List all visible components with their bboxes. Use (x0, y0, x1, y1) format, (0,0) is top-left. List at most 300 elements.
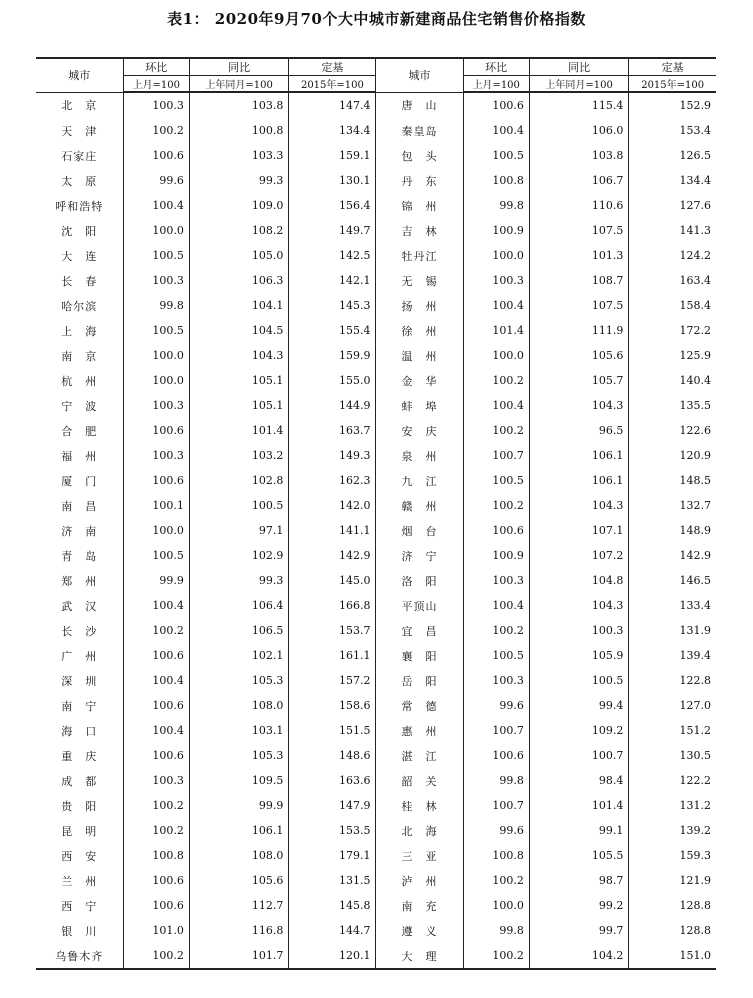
mom-value-right: 100.8 (463, 843, 529, 868)
table-row (36, 118, 716, 143)
fixed-base-value-right: 127.6 (629, 193, 716, 218)
city-cell-left: 重 庆 (61, 749, 98, 763)
mom-value-left: 100.6 (123, 143, 189, 168)
mom-value-left: 99.6 (123, 168, 189, 193)
mom-value-left: 100.3 (123, 92, 189, 118)
mom-value-right: 100.2 (463, 368, 529, 393)
fixed-base-value-left: 162.3 (289, 468, 376, 493)
mom-value-left: 100.4 (123, 718, 189, 743)
fixed-base-value-left: 142.1 (289, 268, 376, 293)
yoy-value-right: 104.3 (529, 493, 629, 518)
table-body (36, 92, 716, 969)
fixed-base-value-right: 125.9 (629, 343, 716, 368)
fixed-base-value-left: 155.0 (289, 368, 376, 393)
fixed-base-value-right: 132.7 (629, 493, 716, 518)
city-cell-right: 吉 林 (376, 218, 463, 243)
table-row (36, 843, 716, 868)
mom-value-right: 100.4 (463, 393, 529, 418)
fixed-base-value-left: 147.4 (289, 92, 376, 118)
yoy-value-left: 105.1 (189, 368, 289, 393)
fixed-base-value-right: 146.5 (629, 568, 716, 593)
mom-value-right: 100.7 (463, 793, 529, 818)
yoy-value-left: 109.5 (189, 768, 289, 793)
mom-value-right: 100.4 (463, 293, 529, 318)
yoy-column-header: 同比 (189, 58, 289, 76)
table-row (36, 318, 716, 343)
yoy-value-left: 106.5 (189, 618, 289, 643)
table-row (36, 193, 716, 218)
city-cell-left: 济 南 (61, 524, 98, 538)
yoy-value-left: 99.9 (189, 793, 289, 818)
city-cell-right: 常 德 (376, 693, 463, 718)
mom-value-left: 100.0 (123, 518, 189, 543)
fixed-base-value-left: 145.0 (289, 568, 376, 593)
fixed-base-value-right: 148.5 (629, 468, 716, 493)
table-row (36, 693, 716, 718)
city-cell-left: 乌鲁木齐 (36, 943, 123, 969)
mom-value-right: 100.0 (463, 893, 529, 918)
city-cell-left: 青 岛 (61, 549, 98, 563)
city-cell-right: 温 州 (376, 343, 463, 368)
yoy-value-left: 105.3 (189, 668, 289, 693)
mom-value-right: 100.2 (463, 618, 529, 643)
yoy-value-left: 104.1 (189, 293, 289, 318)
city-cell-left: 兰 州 (61, 874, 98, 888)
mom-value-right: 100.2 (463, 493, 529, 518)
mom-value-left: 100.5 (123, 318, 189, 343)
fixed-base-value-left: 147.9 (289, 793, 376, 818)
yoy-value-left: 108.0 (189, 843, 289, 868)
city-cell-right: 九 江 (376, 468, 463, 493)
yoy-value-right: 105.5 (529, 843, 629, 868)
city-cell-right: 宜 昌 (376, 618, 463, 643)
table-row (36, 893, 716, 918)
table-row (36, 943, 716, 969)
city-cell-right: 安 庆 (376, 418, 463, 443)
city-cell-left: 上 海 (61, 324, 98, 338)
city-cell-left: 呼和浩特 (55, 199, 104, 213)
fixed-base-value-right: 127.0 (629, 693, 716, 718)
fixed-base-value-left: 153.7 (289, 618, 376, 643)
fixed-base-value-left: 159.1 (289, 143, 376, 168)
yoy-value-right: 104.8 (529, 568, 629, 593)
city-cell-left: 贵 阳 (61, 799, 98, 813)
fixed-base-value-right: 158.4 (629, 293, 716, 318)
mom-value-left: 100.2 (123, 818, 189, 843)
table-row (36, 293, 716, 318)
fixed-base-value-right: 128.8 (629, 893, 716, 918)
table-row (36, 518, 716, 543)
fixed-base-value-right: 163.4 (629, 268, 716, 293)
mom-value-left: 100.6 (123, 468, 189, 493)
yoy-value-right: 103.8 (529, 143, 629, 168)
fixed-base-value-left: 142.5 (289, 243, 376, 268)
city-cell-left: 南 昌 (61, 499, 98, 513)
mom-value-left: 100.5 (123, 543, 189, 568)
mom-value-right: 100.6 (463, 92, 529, 118)
yoy-value-left: 99.3 (189, 168, 289, 193)
city-cell-right: 襄 阳 (376, 643, 463, 668)
mom-value-right: 100.3 (463, 568, 529, 593)
fixed-base-value-right: 153.4 (629, 118, 716, 143)
mom-value-left: 100.6 (123, 868, 189, 893)
yoy-value-right: 106.1 (529, 468, 629, 493)
city-cell-right: 赣 州 (376, 493, 463, 518)
mom-value-left: 100.6 (123, 643, 189, 668)
city-cell-right: 徐 州 (376, 318, 463, 343)
fixed-base-value-right: 172.2 (629, 318, 716, 343)
fixed-base-value-left: 142.0 (289, 493, 376, 518)
table-row (36, 468, 716, 493)
city-cell-right: 遵 义 (376, 918, 463, 943)
city-cell-left: 大 连 (61, 249, 98, 263)
table-row (36, 243, 716, 268)
fixed-base-value-right: 142.9 (629, 543, 716, 568)
mom-value-left: 100.6 (123, 693, 189, 718)
fixed-base-value-left: 155.4 (289, 318, 376, 343)
table-row (36, 593, 716, 618)
fixed-base-value-right: 121.9 (629, 868, 716, 893)
mom-value-left: 100.2 (123, 793, 189, 818)
city-column-header: 城市 (36, 58, 123, 92)
table-row (36, 343, 716, 368)
price-index-table (36, 57, 716, 970)
city-cell-right: 烟 台 (376, 518, 463, 543)
mom-value-left: 99.8 (123, 293, 189, 318)
fixed-base-value-left: 144.9 (289, 393, 376, 418)
yoy-value-right: 105.6 (529, 343, 629, 368)
fixed-base-value-right: 159.3 (629, 843, 716, 868)
city-cell-right: 湛 江 (376, 743, 463, 768)
yoy-value-left: 104.5 (189, 318, 289, 343)
mom-value-right: 100.5 (463, 643, 529, 668)
city-cell-left: 武 汉 (61, 599, 98, 613)
mom-value-left: 100.6 (123, 418, 189, 443)
fixed-base-value-right: 130.5 (629, 743, 716, 768)
city-cell-left: 北 京 (61, 99, 98, 113)
city-column-header: 城市 (376, 58, 463, 92)
yoy-value-left: 102.9 (189, 543, 289, 568)
yoy-value-left: 116.8 (189, 918, 289, 943)
table-row (36, 618, 716, 643)
mom-base-label: 上月=100 (123, 76, 189, 93)
mom-value-left: 100.0 (123, 343, 189, 368)
mom-value-right: 100.3 (463, 268, 529, 293)
mom-value-right: 100.9 (463, 543, 529, 568)
yoy-value-right: 98.4 (529, 768, 629, 793)
city-cell-right: 泉 州 (376, 443, 463, 468)
fixed-base-value-right: 139.4 (629, 643, 716, 668)
yoy-value-right: 110.6 (529, 193, 629, 218)
mom-value-left: 100.5 (123, 243, 189, 268)
yoy-value-right: 99.1 (529, 818, 629, 843)
city-cell-right: 丹 东 (376, 168, 463, 193)
yoy-value-left: 112.7 (189, 893, 289, 918)
fixed-base-value-right: 151.0 (629, 943, 716, 969)
yoy-value-left: 105.6 (189, 868, 289, 893)
mom-value-right: 100.6 (463, 743, 529, 768)
fixed-base-value-right: 148.9 (629, 518, 716, 543)
yoy-value-left: 97.1 (189, 518, 289, 543)
mom-value-right: 100.2 (463, 868, 529, 893)
city-cell-left: 天 津 (61, 124, 98, 138)
fixed-base-value-left: 144.7 (289, 918, 376, 943)
city-cell-right: 北 海 (376, 818, 463, 843)
yoy-value-right: 107.5 (529, 293, 629, 318)
yoy-value-left: 102.8 (189, 468, 289, 493)
mom-value-left: 100.0 (123, 368, 189, 393)
table-row (36, 743, 716, 768)
city-cell-left: 杭 州 (61, 374, 98, 388)
mom-value-right: 100.6 (463, 518, 529, 543)
table-row (36, 443, 716, 468)
city-cell-right: 平顶山 (376, 593, 463, 618)
table-row (36, 718, 716, 743)
yoy-value-right: 115.4 (529, 92, 629, 118)
fixed-base-value-left: 151.5 (289, 718, 376, 743)
mom-value-left: 101.0 (123, 918, 189, 943)
mom-value-right: 100.7 (463, 443, 529, 468)
fixed-base-label: 2015年=100 (289, 76, 376, 93)
yoy-value-left: 101.7 (189, 943, 289, 969)
city-cell-right: 秦皇岛 (376, 118, 463, 143)
fixed-base-value-left: 120.1 (289, 943, 376, 969)
mom-value-right: 100.9 (463, 218, 529, 243)
yoy-value-left: 105.3 (189, 743, 289, 768)
table-title: 表1： 2020年9月70个大中城市新建商品住宅销售价格指数 (167, 10, 586, 28)
yoy-value-right: 104.3 (529, 593, 629, 618)
city-cell-left: 宁 波 (61, 399, 98, 413)
city-cell-right: 岳 阳 (376, 668, 463, 693)
city-cell-right: 大 理 (376, 943, 463, 969)
table-row (36, 768, 716, 793)
yoy-value-left: 101.4 (189, 418, 289, 443)
city-cell-left: 福 州 (61, 449, 98, 463)
city-cell-left: 海 口 (61, 724, 98, 738)
table-row (36, 543, 716, 568)
fixed-base-value-left: 148.6 (289, 743, 376, 768)
table-row (36, 268, 716, 293)
mom-column-header: 环比 (463, 58, 529, 76)
table-row (36, 218, 716, 243)
city-cell-left: 西 宁 (61, 899, 98, 913)
mom-value-right: 100.4 (463, 593, 529, 618)
yoy-value-right: 100.3 (529, 618, 629, 643)
yoy-value-left: 103.1 (189, 718, 289, 743)
city-cell-right: 金 华 (376, 368, 463, 393)
city-cell-right: 洛 阳 (376, 568, 463, 593)
yoy-column-header: 同比 (529, 58, 629, 76)
yoy-value-left: 100.8 (189, 118, 289, 143)
city-cell-right: 包 头 (376, 143, 463, 168)
city-cell-left: 石家庄 (61, 149, 98, 163)
table-row (36, 143, 716, 168)
mom-value-left: 99.9 (123, 568, 189, 593)
yoy-value-left: 106.4 (189, 593, 289, 618)
mom-value-left: 100.3 (123, 268, 189, 293)
mom-value-right: 99.8 (463, 768, 529, 793)
fixed-base-value-right: 128.8 (629, 918, 716, 943)
city-cell-left: 西 安 (61, 849, 98, 863)
city-cell-right: 济 宁 (376, 543, 463, 568)
fixed-base-value-right: 135.5 (629, 393, 716, 418)
fixed-base-value-right: 134.4 (629, 168, 716, 193)
yoy-value-left: 103.2 (189, 443, 289, 468)
fixed-base-value-right: 131.2 (629, 793, 716, 818)
city-cell-left: 银 川 (61, 924, 98, 938)
fixed-base-value-right: 131.9 (629, 618, 716, 643)
fixed-base-value-right: 133.4 (629, 593, 716, 618)
city-cell-left: 长 沙 (61, 624, 98, 638)
fixed-base-value-right: 120.9 (629, 443, 716, 468)
mom-value-right: 100.0 (463, 343, 529, 368)
mom-value-right: 100.2 (463, 418, 529, 443)
fixed-base-value-left: 163.7 (289, 418, 376, 443)
table-row (36, 643, 716, 668)
table-row (36, 918, 716, 943)
fixed-base-value-right: 126.5 (629, 143, 716, 168)
yoy-value-left: 103.8 (189, 92, 289, 118)
fixed-base-value-left: 130.1 (289, 168, 376, 193)
table-row (36, 793, 716, 818)
table-row (36, 493, 716, 518)
city-cell-left: 成 都 (61, 774, 98, 788)
mom-value-right: 101.4 (463, 318, 529, 343)
fixed-base-value-left: 131.5 (289, 868, 376, 893)
table-row (36, 393, 716, 418)
fixed-base-value-right: 122.2 (629, 768, 716, 793)
yoy-value-right: 108.7 (529, 268, 629, 293)
mom-value-right: 100.3 (463, 668, 529, 693)
city-cell-right: 唐 山 (376, 92, 463, 118)
fixed-base-column-header: 定基 (629, 58, 716, 76)
fixed-base-label: 2015年=100 (629, 76, 716, 93)
mom-value-right: 99.6 (463, 693, 529, 718)
yoy-value-right: 106.1 (529, 443, 629, 468)
mom-value-left: 100.2 (123, 618, 189, 643)
yoy-base-label: 上年同月=100 (189, 76, 289, 93)
city-cell-left: 合 肥 (61, 424, 98, 438)
yoy-value-left: 108.2 (189, 218, 289, 243)
fixed-base-value-left: 156.4 (289, 193, 376, 218)
table-row (36, 168, 716, 193)
mom-base-label: 上月=100 (463, 76, 529, 93)
city-cell-right: 锦 州 (376, 193, 463, 218)
mom-value-left: 100.4 (123, 193, 189, 218)
yoy-value-right: 101.4 (529, 793, 629, 818)
city-cell-right: 惠 州 (376, 718, 463, 743)
table-row (36, 418, 716, 443)
fixed-base-value-left: 149.3 (289, 443, 376, 468)
city-cell-right: 无 锡 (376, 268, 463, 293)
mom-column-header: 环比 (123, 58, 189, 76)
city-cell-left: 昆 明 (61, 824, 98, 838)
fixed-base-value-left: 145.8 (289, 893, 376, 918)
table-row (36, 92, 716, 118)
yoy-value-right: 99.7 (529, 918, 629, 943)
fixed-base-value-right: 122.8 (629, 668, 716, 693)
mom-value-right: 100.5 (463, 143, 529, 168)
fixed-base-value-left: 179.1 (289, 843, 376, 868)
yoy-value-left: 103.3 (189, 143, 289, 168)
city-cell-left: 沈 阳 (61, 224, 98, 238)
fixed-base-value-right: 151.2 (629, 718, 716, 743)
fixed-base-value-left: 141.1 (289, 518, 376, 543)
table-row (36, 818, 716, 843)
fixed-base-value-left: 149.7 (289, 218, 376, 243)
fixed-base-value-left: 159.9 (289, 343, 376, 368)
yoy-value-left: 109.0 (189, 193, 289, 218)
mom-value-right: 100.7 (463, 718, 529, 743)
city-cell-left: 深 圳 (61, 674, 98, 688)
fixed-base-value-right: 152.9 (629, 92, 716, 118)
city-cell-right: 三 亚 (376, 843, 463, 868)
yoy-value-left: 106.1 (189, 818, 289, 843)
yoy-value-right: 105.9 (529, 643, 629, 668)
yoy-value-right: 107.1 (529, 518, 629, 543)
fixed-base-value-right: 124.2 (629, 243, 716, 268)
mom-value-left: 100.4 (123, 668, 189, 693)
fixed-base-value-left: 158.6 (289, 693, 376, 718)
mom-value-left: 100.4 (123, 593, 189, 618)
city-cell-left: 南 宁 (61, 699, 98, 713)
fixed-base-value-left: 153.5 (289, 818, 376, 843)
fixed-base-value-left: 142.9 (289, 543, 376, 568)
yoy-value-right: 99.4 (529, 693, 629, 718)
city-cell-left: 南 京 (61, 349, 98, 363)
fixed-base-value-right: 141.3 (629, 218, 716, 243)
mom-value-right: 99.8 (463, 918, 529, 943)
city-cell-right: 蚌 埠 (376, 393, 463, 418)
fixed-base-value-left: 166.8 (289, 593, 376, 618)
mom-value-right: 100.5 (463, 468, 529, 493)
yoy-value-left: 102.1 (189, 643, 289, 668)
mom-value-right: 100.2 (463, 943, 529, 969)
city-cell-left: 厦 门 (61, 474, 98, 488)
yoy-value-left: 99.3 (189, 568, 289, 593)
city-cell-right: 南 充 (376, 893, 463, 918)
table-row (36, 368, 716, 393)
yoy-value-left: 108.0 (189, 693, 289, 718)
city-cell-left: 哈尔滨 (61, 299, 98, 313)
yoy-value-right: 106.0 (529, 118, 629, 143)
mom-value-right: 100.8 (463, 168, 529, 193)
fixed-base-value-right: 140.4 (629, 368, 716, 393)
mom-value-left: 100.6 (123, 743, 189, 768)
table-row (36, 668, 716, 693)
city-cell-right: 韶 关 (376, 768, 463, 793)
fixed-base-value-right: 122.6 (629, 418, 716, 443)
yoy-value-left: 106.3 (189, 268, 289, 293)
fixed-base-value-left: 161.1 (289, 643, 376, 668)
mom-value-left: 100.6 (123, 893, 189, 918)
yoy-value-right: 96.5 (529, 418, 629, 443)
city-cell-right: 扬 州 (376, 293, 463, 318)
fixed-base-value-left: 134.4 (289, 118, 376, 143)
city-cell-left: 郑 州 (61, 574, 98, 588)
yoy-value-right: 104.3 (529, 393, 629, 418)
mom-value-right: 100.4 (463, 118, 529, 143)
mom-value-right: 99.8 (463, 193, 529, 218)
mom-value-left: 100.0 (123, 218, 189, 243)
city-cell-right: 泸 州 (376, 868, 463, 893)
yoy-value-right: 107.2 (529, 543, 629, 568)
yoy-base-label: 上年同月=100 (529, 76, 629, 93)
mom-value-right: 100.0 (463, 243, 529, 268)
city-cell-left: 长 春 (61, 274, 98, 288)
yoy-value-right: 111.9 (529, 318, 629, 343)
yoy-value-right: 109.2 (529, 718, 629, 743)
